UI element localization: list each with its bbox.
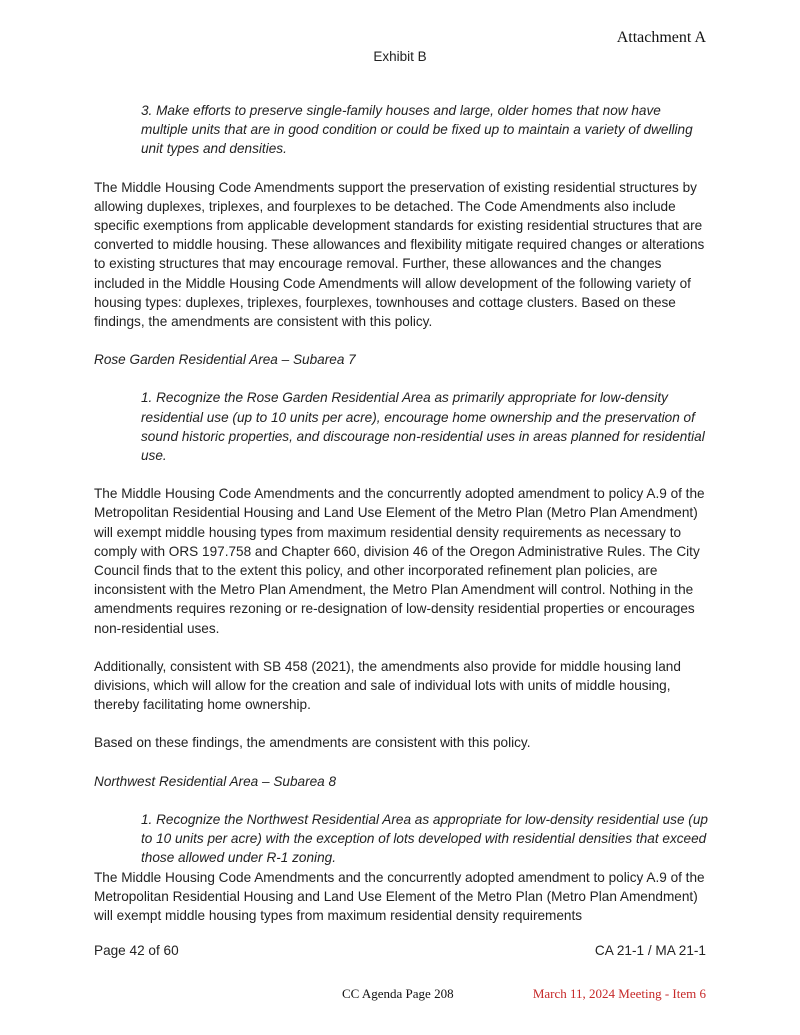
heading-subarea-8: Northwest Residential Area – Subarea 8 [94,773,337,789]
finding-paragraph-3: Additionally, consistent with SB 458 (2021), the amendments also provide for middle housing land divisions, which will allow for the creation and sale of individual lots with units of middle housing, thereby facilitating home ownership. [94,658,681,713]
page-number: Page 42 of 60 [94,943,179,958]
finding-paragraph-1: The Middle Housing Code Amendments support the preservation of existing residential structures by allowing duplexes, triplexes, and fourplexes to be detached. The Code Amendments also include specific exemptions from applicable development standards for existing residential structures that are converted to middle housing. These allowances and flexibility mitigate required changes or alterations to existing structures that may encourage removal. Further, these allowances and the changes included in the Middle Housing Code Amendments will allow development of the following variety of housing types: duplexes, triplexes, fourplexes, townhouses and cottage clusters. Based on these findings, the amendments are consistent with this policy. [94,179,705,330]
attachment-label: Attachment A [616,29,706,46]
finding-paragraph-5: The Middle Housing Code Amendments and the concurrently adopted amendment to policy A.9 of the Metropolitan Residential Housing and Land Use Element of the Metro Plan (Metro Plan Amendment) will exempt middle housing types from maximum residential density requirements [94,869,705,923]
policy-3: 3. Make efforts to preserve single-family houses and large, older homes that now have multiple units that are in good condition or could be fixed up to maintain a variety of dwelling unit types and densities. [141,103,693,157]
policy-subarea-7: 1. Recognize the Rose Garden Residential Area as primarily appropriate for low-density residential use (up to 10 units per acre), encourage home ownership and the preservation of sound historic properties, and discourage non-residential uses in areas planned for residential use. [141,390,705,464]
agenda-page: CC Agenda Page 208 [342,986,454,1001]
finding-paragraph-4: Based on these findings, the amendments are consistent with this policy. [94,735,531,751]
document-body [94,101,710,944]
policy-subarea-8: 1. Recognize the Northwest Residential Area as appropriate for low-density residential use (up to 10 units per acre) with the exception of lots developed with residential densities that exceed those allowed under R-1 zoning. [141,811,708,866]
finding-paragraph-2: The Middle Housing Code Amendments and the concurrently adopted amendment to policy A.9 of the Metropolitan Residential Housing and Land Use Element of the Metro Plan (Metro Plan Amendment) will exempt middle housing types from maximum residential density requirements as necessary to comply with ORS 197.758 and Chapter 660, division 46 of the Oregon Administrative Rules. The City Council finds that to the extent this policy, and other incorporated refinement plan policies, are inconsistent with the Metro Plan Amendment, the Metro Plan Amendment will control. Nothing in the amendments requires rezoning or re-designation of low-density residential properties or encourages non-residential uses. [94,486,705,636]
heading-subarea-7: Rose Garden Residential Area – Subarea 7 [94,352,356,368]
meeting-label: March 11, 2024 Meeting - Item 6 [532,986,706,1001]
exhibit-label: Exhibit B [373,49,427,64]
case-reference: CA 21-1 / MA 21-1 [594,943,706,958]
